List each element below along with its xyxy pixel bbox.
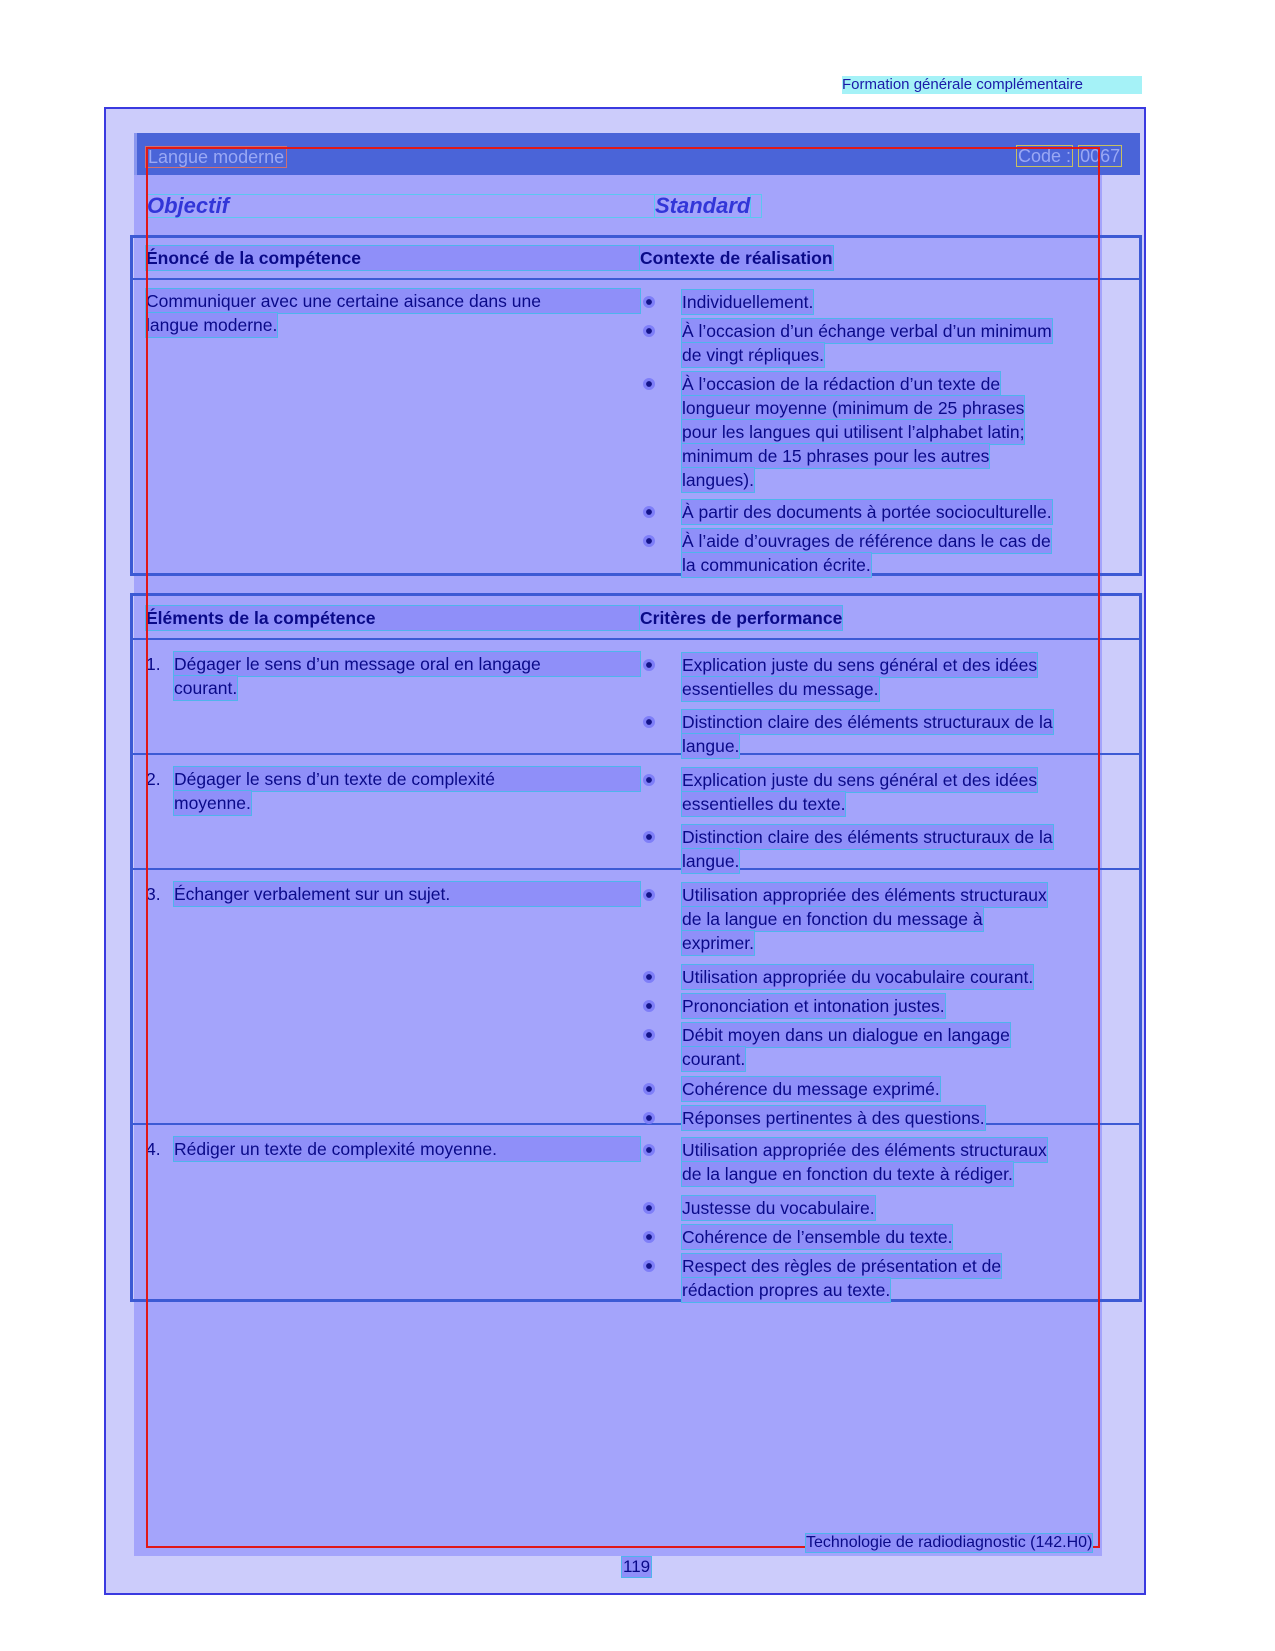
bullet-icon <box>646 719 652 725</box>
bullet-icon <box>646 1115 652 1121</box>
element-number: 4. <box>146 1139 161 1159</box>
divider <box>132 753 1140 755</box>
divider <box>132 278 1140 280</box>
context-item-line: la communication écrite. <box>682 555 871 575</box>
bullet-icon <box>646 328 652 334</box>
bullet-icon <box>646 892 652 898</box>
context-item-line: À partir des documents à portée socioculturelle. <box>682 502 1052 522</box>
criterion-line: Distinction claire des éléments structuraux de la <box>682 712 1053 732</box>
bullet-icon <box>646 1263 652 1269</box>
standard-heading: Standard <box>655 193 751 218</box>
criterion-line: courant. <box>682 1049 746 1069</box>
criterion-line: Débit moyen dans un dialogue en langage <box>682 1025 1010 1045</box>
elements-table <box>130 593 1142 1302</box>
bullet-icon <box>646 1032 652 1038</box>
competency-statement-line: Communiquer avec une certaine aisance dans une <box>146 289 640 313</box>
context-item-line: minimum de 15 phrases pour les autres <box>682 446 990 466</box>
context-item-line: longueur moyenne (minimum de 25 phrases <box>682 398 1025 418</box>
element-text-line: courant. <box>174 678 238 698</box>
criterion-line: Distinction claire des éléments structuraux de la <box>682 827 1053 847</box>
criterion-line: Cohérence du message exprimé. <box>682 1079 940 1099</box>
bullet-icon <box>646 974 652 980</box>
criterion-line: essentielles du texte. <box>682 794 846 814</box>
criterion-line: Utilisation appropriée du vocabulaire courant. <box>682 967 1034 987</box>
bullet-icon <box>646 299 652 305</box>
criterion-line: Cohérence de l’ensemble du texte. <box>682 1227 953 1247</box>
divider <box>132 638 1140 640</box>
criterion-line: Utilisation appropriée des éléments structuraux <box>682 1140 1047 1160</box>
criterion-line: Prononciation et intonation justes. <box>682 996 945 1016</box>
bullet-icon <box>646 834 652 840</box>
criterion-line: Explication juste du sens général et des idées <box>682 655 1038 675</box>
element-text-line: moyenne. <box>174 793 251 813</box>
bullet-icon <box>646 1205 652 1211</box>
divider <box>132 868 1140 870</box>
criterion-line: Explication juste du sens général et des idées <box>682 770 1038 790</box>
elements-heading: Éléments de la compétence <box>146 606 640 630</box>
criteria-heading: Critères de performance <box>640 608 843 628</box>
criterion-line: exprimer. <box>682 933 754 953</box>
criterion-line: Réponses pertinentes à des questions. <box>682 1108 985 1128</box>
context-heading: Contexte de réalisation <box>640 248 833 268</box>
context-item-line: de vingt répliques. <box>682 345 825 365</box>
criterion-line: langue. <box>682 736 740 756</box>
context-item-line: pour les langues qui utilisent l’alphabet latin; <box>682 422 1025 442</box>
bullet-icon <box>646 1086 652 1092</box>
context-item-line: À l’aide d’ouvrages de référence dans le cas de <box>682 531 1051 551</box>
program-header: Formation générale complémentaire <box>842 76 1142 94</box>
competency-statement-line: langue moderne. <box>146 315 278 335</box>
divider <box>132 1123 1140 1125</box>
criterion-line: essentielles du message. <box>682 679 879 699</box>
criterion-line: rédaction propres au texte. <box>682 1280 891 1300</box>
bullet-icon <box>646 662 652 668</box>
bullet-icon <box>646 1147 652 1153</box>
course-code <box>1016 146 1122 166</box>
criterion-line: de la langue en fonction du texte à rédiger. <box>682 1164 1013 1184</box>
bullet-icon <box>646 1003 652 1009</box>
element-text-line: Dégager le sens d’un texte de complexité <box>174 767 640 791</box>
footer-program-name: Technologie de radiodiagnostic (142.H0) <box>806 1534 1093 1551</box>
criterion-line: Respect des règles de présentation et de <box>682 1256 1002 1276</box>
bullet-icon <box>646 381 652 387</box>
criterion-line: Justesse du vocabulaire. <box>682 1198 875 1218</box>
page-number: 119 <box>623 1557 651 1576</box>
context-item-line: À l’occasion de la rédaction d’un texte de <box>682 374 1001 394</box>
element-number: 1. <box>146 654 161 674</box>
element-text-line: Échanger verbalement sur un sujet. <box>174 882 640 906</box>
context-item-line: À l’occasion d’un échange verbal d’un minimum <box>682 321 1052 341</box>
objective-heading: Objectif <box>146 194 762 218</box>
context-item-line: langues). <box>682 470 754 490</box>
bullet-icon <box>646 777 652 783</box>
context-item-line: Individuellement. <box>682 292 814 312</box>
element-number: 2. <box>146 769 161 789</box>
bullet-icon <box>646 1234 652 1240</box>
element-number: 3. <box>146 884 161 904</box>
code-value: 0067 <box>1080 146 1121 166</box>
criterion-line: Utilisation appropriée des éléments structuraux <box>682 885 1047 905</box>
criterion-line: de la langue en fonction du message à <box>682 909 983 929</box>
bullet-icon <box>646 509 652 515</box>
bullet-icon <box>646 538 652 544</box>
criterion-line: langue. <box>682 851 740 871</box>
competency-statement-heading: Énoncé de la compétence <box>146 246 640 270</box>
element-text-line: Rédiger un texte de complexité moyenne. <box>174 1137 640 1161</box>
code-label: Code : <box>1018 146 1072 166</box>
subject-title: Langue moderne <box>145 146 287 168</box>
element-text-line: Dégager le sens d’un message oral en langage <box>174 652 640 676</box>
